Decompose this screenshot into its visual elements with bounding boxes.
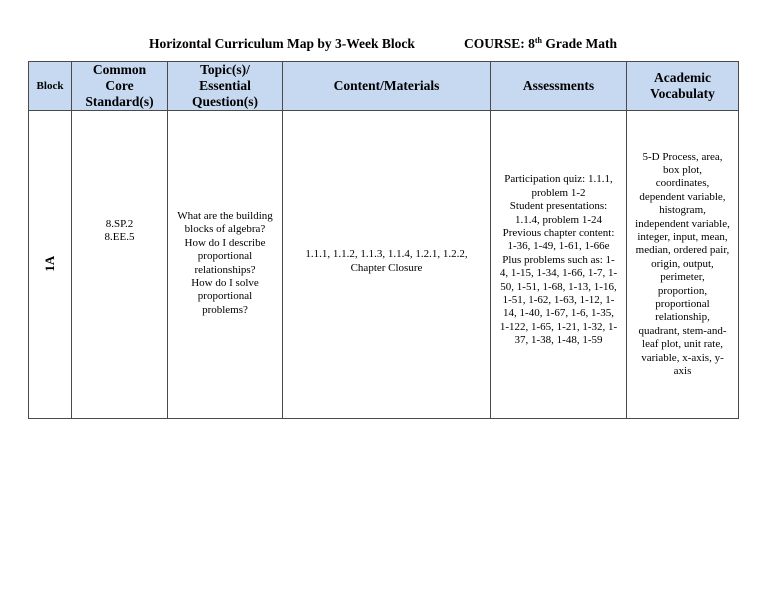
text-line: How do I describe bbox=[184, 236, 266, 249]
text-line: relationship, bbox=[655, 311, 710, 324]
column-header-block: Block bbox=[29, 62, 72, 111]
text-line: box plot, bbox=[662, 163, 703, 176]
text-line: blocks of algebra? bbox=[184, 223, 266, 236]
text-line: Topic(s)/ bbox=[200, 62, 250, 77]
text-line: independent variable, bbox=[635, 217, 730, 230]
text-line: 1.1.1, 1.1.2, 1.1.3, 1.1.4, 1.2.1, 1.2.2, bbox=[305, 248, 468, 261]
text-line: Essential bbox=[199, 78, 251, 93]
text-line: Question(s) bbox=[191, 94, 258, 109]
text-line: 1-36, 1-49, 1-61, 1-66e bbox=[507, 240, 610, 253]
column-header-standards bbox=[72, 62, 168, 111]
text-line: Chapter Closure bbox=[350, 261, 423, 274]
text-line: proportional bbox=[197, 290, 253, 303]
column-header-vocabulary bbox=[627, 62, 739, 111]
curriculum-map-table bbox=[28, 61, 739, 419]
text-line: 5-D Process, area, bbox=[642, 150, 723, 163]
text-line: Previous chapter content: bbox=[502, 226, 615, 239]
assessments-cell bbox=[491, 111, 627, 419]
column-header-content: Content/Materials bbox=[283, 62, 491, 111]
text-line: Core bbox=[105, 78, 134, 93]
text-line: variable, x-axis, y- bbox=[641, 351, 724, 364]
topics-cell bbox=[168, 111, 283, 419]
text-line: dependent variable, bbox=[639, 190, 726, 203]
text-line: 4, 1-15, 1-34, 1-66, 1-7, 1- bbox=[499, 267, 618, 280]
text-line: What are the building bbox=[177, 209, 273, 222]
text-line: 14, 1-40, 1-67, 1-6, 1-35, bbox=[503, 307, 614, 320]
document-title: Horizontal Curriculum Map by 3-Week Block bbox=[149, 36, 415, 51]
text-line: Standard(s) bbox=[85, 94, 154, 109]
text-line: Student presentations: bbox=[509, 200, 608, 213]
text-line: coordinates, bbox=[655, 177, 710, 190]
text-line: Vocabulaty bbox=[650, 86, 715, 101]
block-label: 1A bbox=[42, 255, 58, 272]
text-line: quadrant, stem-and- bbox=[638, 324, 727, 337]
text-line: leaf plot, unit rate, bbox=[642, 338, 723, 351]
header-row bbox=[29, 62, 739, 111]
text-line: 37, 1-38, 1-48, 1-59 bbox=[514, 334, 603, 347]
text-line: perimeter, bbox=[660, 271, 705, 284]
text-line: proportional bbox=[197, 250, 253, 263]
text-line: relationships? bbox=[194, 263, 256, 276]
text-line: axis bbox=[673, 365, 692, 378]
course-label: COURSE: 8th Grade Math bbox=[464, 36, 618, 51]
text-line: histogram, bbox=[659, 204, 706, 217]
text-line: 1.1.4, problem 1-24 bbox=[514, 213, 603, 226]
text-line: How do I solve bbox=[191, 276, 259, 289]
text-line: proportional bbox=[655, 298, 710, 311]
vocabulary-cell bbox=[627, 111, 739, 419]
text-line: median, ordered pair, bbox=[635, 244, 730, 257]
table-row bbox=[29, 111, 739, 419]
column-header-assessments: Assessments bbox=[491, 62, 627, 111]
text-line: integer, input, mean, bbox=[637, 230, 728, 243]
text-line: 8.SP.2 bbox=[105, 217, 134, 230]
block-cell bbox=[29, 111, 72, 419]
content-cell bbox=[283, 111, 491, 419]
text-line: 8.EE.5 bbox=[104, 231, 135, 243]
text-line: 1-51, 1-62, 1-63, 1-12, 1- bbox=[502, 294, 615, 307]
text-line: Participation quiz: 1.1.1, bbox=[504, 173, 613, 186]
column-header-topics bbox=[168, 62, 283, 111]
text-line: Plus problems such as: 1- bbox=[502, 253, 615, 266]
text-line: problems? bbox=[202, 303, 248, 316]
text-line: 1-122, 1-65, 1-21, 1-32, 1- bbox=[499, 320, 618, 333]
text-line: problem 1-2 bbox=[531, 186, 586, 199]
text-line: Common bbox=[92, 62, 147, 77]
text-line: Academic bbox=[654, 70, 711, 85]
text-line: origin, output, bbox=[651, 257, 714, 270]
standards-cell bbox=[72, 111, 168, 419]
text-line: proportion, bbox=[657, 284, 708, 297]
text-line: 50, 1-51, 1-68, 1-13, 1-16, bbox=[500, 280, 617, 293]
